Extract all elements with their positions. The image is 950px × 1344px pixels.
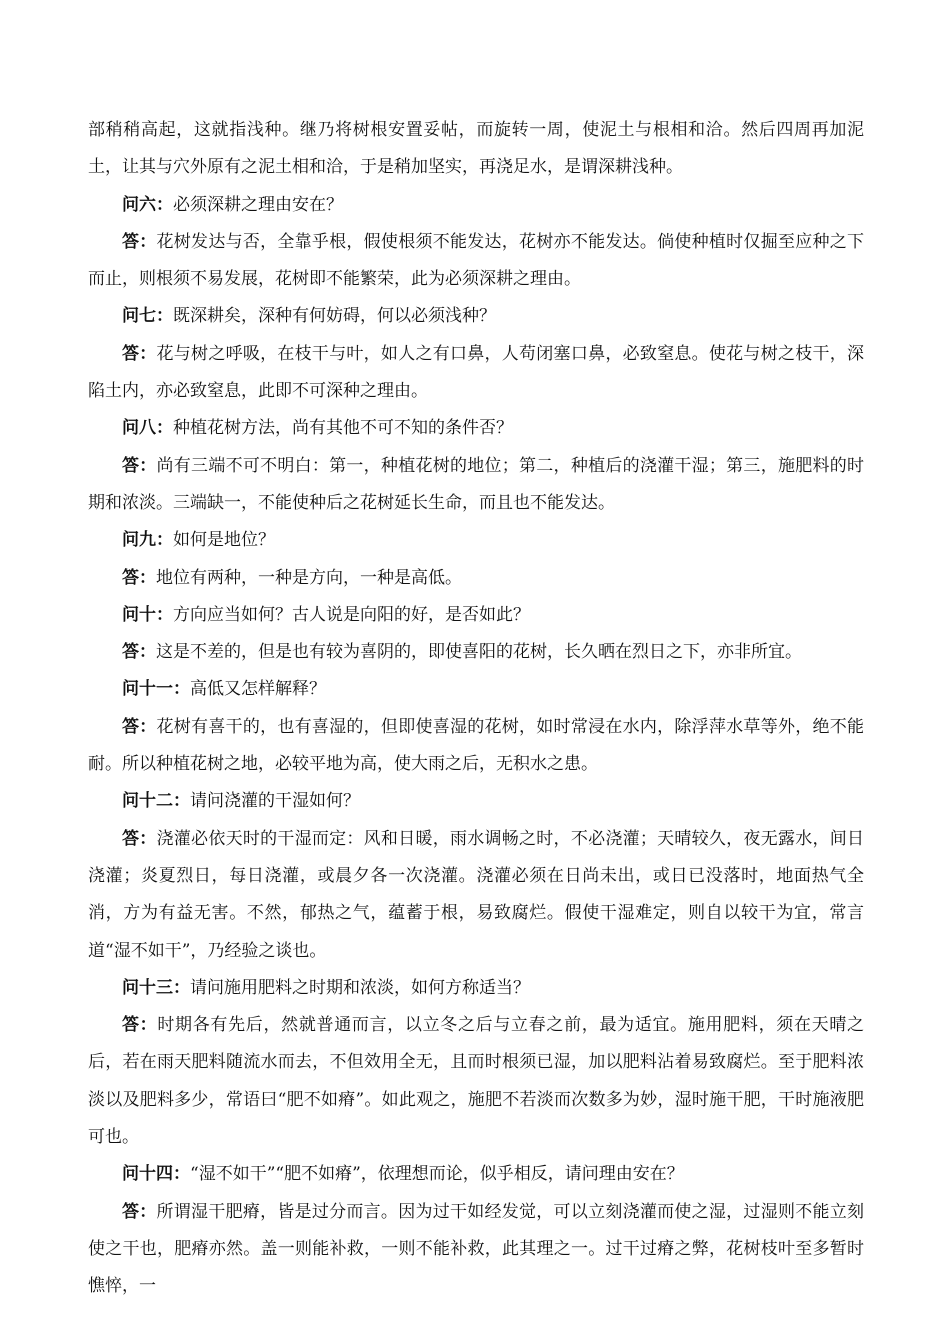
answer-label: 答： — [122, 642, 156, 663]
answer-label: 答： — [122, 343, 157, 364]
question-14 — [88, 1156, 864, 1193]
question-7 — [88, 298, 864, 335]
question-label: 问十一： — [122, 679, 190, 700]
answer-text: 地位有两种，一种是方向，一种是高低。 — [156, 567, 462, 588]
answer-label: 答： — [122, 567, 156, 588]
answer-14 — [88, 1194, 864, 1306]
question-text: 请问浇灌的干湿如何？ — [190, 791, 360, 812]
question-text: 必须深耕之理由安在？ — [173, 194, 343, 215]
question-10 — [88, 597, 864, 634]
answer-label: 答： — [122, 455, 157, 476]
answer-13 — [88, 1007, 864, 1156]
question-label: 问八： — [122, 418, 173, 439]
question-label: 问六： — [122, 194, 173, 215]
answer-7 — [88, 336, 864, 411]
question-9 — [88, 522, 864, 559]
answer-text: 这是不差的，但是也有较为喜阴的，即使喜阳的花树，长久晒在烈日之下，亦非所宜。 — [156, 642, 802, 663]
answer-text: 所谓湿干肥瘠，皆是过分而言。因为过干如经发觉，可以立刻浇灌而使之湿，过湿则不能立刻使之干也，肥瘠亦然。盖一则能补救，一则不能补救，此其理之一。过干过瘠之弊，花树枝叶至多暂时憔悴，一 — [88, 1201, 865, 1297]
question-label: 问十二： — [122, 791, 190, 812]
paragraph-continued — [88, 112, 864, 187]
answer-10 — [88, 634, 864, 671]
answer-12 — [88, 821, 864, 970]
question-8 — [88, 410, 864, 447]
question-label: 问七： — [122, 306, 173, 327]
question-13 — [88, 970, 864, 1007]
answer-6 — [88, 224, 864, 299]
paragraph-text: 部稍稍高起，这就指浅种。继乃将树根安置妥帖，而旋转一周，使泥土与根相和洽。然后四周再加泥土，让其与穴外原有之泥土相和洽，于是稍加坚实，再浇足水，是谓深耕浅种。 — [88, 120, 864, 178]
question-text: 既深耕矣，深种有何妨碍，何以必须浅种？ — [173, 306, 496, 327]
question-12 — [88, 783, 864, 820]
question-text: 如何是地位？ — [173, 530, 275, 551]
question-label: 问十： — [122, 604, 173, 625]
answer-label: 答： — [122, 231, 157, 252]
answer-9 — [88, 560, 864, 597]
question-text: 方向应当如何？古人说是向阳的好，是否如此？ — [173, 604, 530, 625]
answer-text: 花树发达与否，全靠乎根，假使根须不能发达，花树亦不能发达。倘使种植时仅掘至应种之下而止，则根须不易发展，花树即不能繁荣，此为必须深耕之理由。 — [88, 231, 865, 290]
answer-text: 时期各有先后，然就普通而言，以立冬之后与立春之前，最为适宜。施用肥料，须在天晴之后，若在雨天肥料随流水而去，不但效用全无，且而时根须已湿，加以肥料沾着易致腐烂。至于肥料浓淡以及肥料多少，常语曰“肥不如瘠”。如此观之，施肥不若淡而次数多为妙，湿时施干肥，干时施液肥可也。 — [88, 1015, 865, 1148]
answer-text: 浇灌必依天时的干湿而定：风和日暖，雨水调畅之时，不必浇灌；天晴较久，夜无露水，间日浇灌；炎夏烈日，每日浇灌，或晨夕各一次浇灌。浇灌必须在日尚未出，或日已没落时，地面热气全消，方为有益无害。不然，郁热之气，蕴蓄于根，易致腐烂。假使干湿难定，则自以较干为宜，常言道“湿不如干”，乃经验之谈也。 — [88, 828, 865, 961]
question-text: 请问施用肥料之时期和浓淡，如何方称适当？ — [190, 977, 530, 998]
answer-text: 花与树之呼吸，在枝干与叶，如人之有口鼻，人苟闭塞口鼻，必致窒息。使花与树之枝干，深陷土内，亦必致窒息，此即不可深种之理由。 — [88, 343, 865, 402]
answer-8 — [88, 448, 864, 523]
answer-label: 答： — [122, 828, 157, 849]
question-11 — [88, 671, 864, 708]
question-text: 高低又怎样解释？ — [190, 679, 326, 700]
answer-label: 答： — [122, 1201, 157, 1222]
answer-11 — [88, 709, 864, 784]
answer-label: 答： — [122, 716, 157, 737]
answer-text: 花树有喜干的，也有喜湿的，但即使喜湿的花树，如时常浸在水内，除浮萍水草等外，绝不能耐。所以种植花树之地，必较平地为高，使大雨之后，无积水之患。 — [88, 716, 865, 775]
answer-label: 答： — [122, 1015, 158, 1036]
question-label: 问十四： — [122, 1164, 190, 1185]
answer-text: 尚有三端不可不明白：第一，种植花树的地位；第二，种植后的浇灌干湿；第三，施肥料的时期和浓淡。三端缺一，不能使种后之花树延长生命，而且也不能发达。 — [88, 455, 865, 513]
question-6 — [88, 187, 864, 224]
question-label: 问九： — [122, 530, 173, 551]
question-text: 种植花树方法，尚有其他不可不知的条件否？ — [173, 418, 513, 439]
question-label: 问十三： — [122, 977, 190, 998]
question-text: “湿不如干”“肥不如瘠”，依理想而论，似乎相反，请问理由安在？ — [190, 1164, 684, 1185]
document-body — [88, 112, 864, 1306]
